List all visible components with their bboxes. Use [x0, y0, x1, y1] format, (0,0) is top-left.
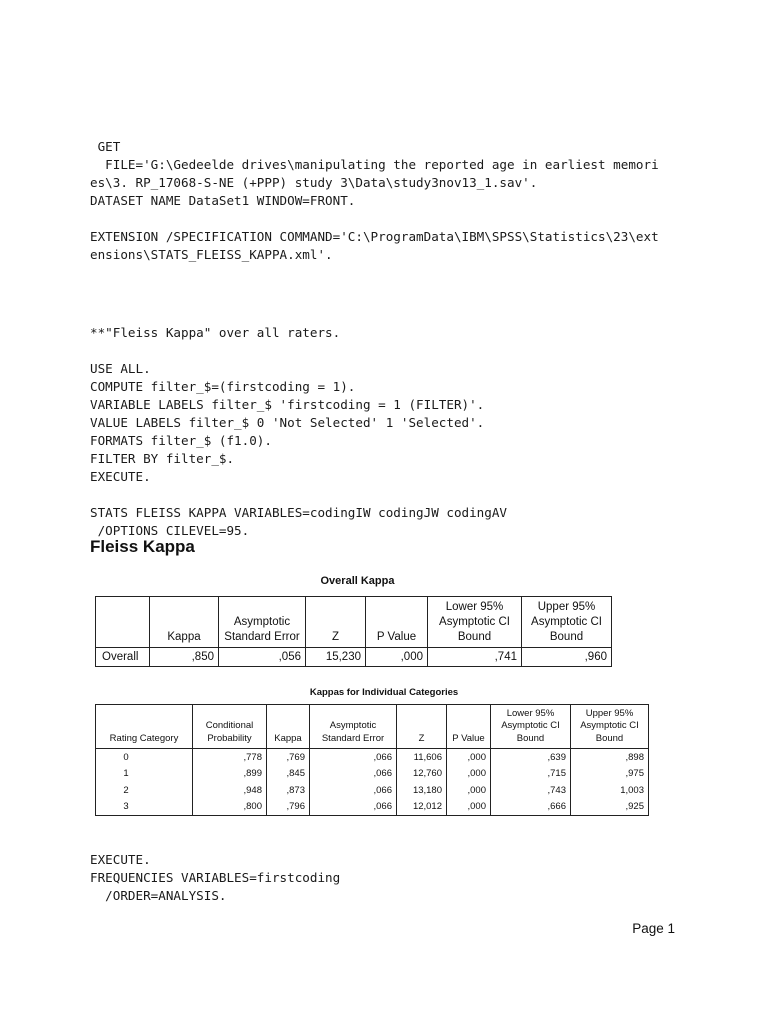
column-header: [96, 597, 150, 648]
row-header: 1: [96, 766, 193, 783]
table-cell: ,666: [491, 799, 571, 816]
table-cell: ,066: [310, 782, 397, 799]
row-header: 3: [96, 799, 193, 816]
row-header: 0: [96, 749, 193, 766]
table-cell: ,873: [267, 782, 310, 799]
table-cell: ,925: [571, 799, 649, 816]
code-line: [90, 342, 507, 360]
table-cell: ,975: [571, 766, 649, 783]
column-header: P Value: [366, 597, 428, 648]
table-cell: ,948: [193, 782, 267, 799]
overall-table-caption: Overall Kappa: [320, 575, 395, 587]
column-header: Z: [306, 597, 366, 648]
table-cell: ,000: [447, 749, 491, 766]
table-cell: ,769: [267, 749, 310, 766]
column-header: Asymptotic Standard Error: [219, 597, 306, 648]
table-cell: ,743: [491, 782, 571, 799]
table-row: [96, 766, 649, 783]
syntax-block-frequencies: [90, 833, 340, 923]
table-cell: ,800: [193, 799, 267, 816]
table-cell: ,960: [522, 648, 612, 667]
syntax-block-get-file: [90, 120, 659, 282]
section-title: Fleiss Kappa: [90, 537, 195, 556]
table-cell: ,850: [150, 648, 219, 667]
code-line: GET: [90, 139, 121, 154]
individual-categories-table: [95, 704, 649, 816]
syntax-block-fleiss-kappa: [90, 306, 507, 558]
code-line: FORMATS filter_$ (f1.0).: [90, 433, 272, 448]
table-header-row: [96, 597, 612, 648]
column-header: Kappa: [267, 705, 310, 749]
table-cell: 12,760: [397, 766, 447, 783]
code-line: /ORDER=ANALYSIS.: [90, 888, 227, 903]
code-line: FILTER BY filter_$.: [90, 451, 235, 466]
code-line: **"Fleiss Kappa" over all raters.: [90, 325, 341, 340]
code-line: ensions\STATS_FLEISS_KAPPA.xml'.: [90, 247, 333, 262]
column-header: Upper 95% Asymptotic CI Bound: [522, 597, 612, 648]
table-row: [96, 782, 649, 799]
column-header: Lower 95% Asymptotic CI Bound: [491, 705, 571, 749]
table-cell: ,715: [491, 766, 571, 783]
table-cell: ,741: [428, 648, 522, 667]
code-line: USE ALL.: [90, 361, 151, 376]
table-cell: 13,180: [397, 782, 447, 799]
code-line: [90, 210, 659, 228]
column-header: Conditional Probability: [193, 705, 267, 749]
table-cell: ,000: [447, 782, 491, 799]
table-cell: 1,003: [571, 782, 649, 799]
code-line: es\3. RP_17068-S-NE (+PPP) study 3\Data\study3nov13_1.sav'.: [90, 175, 538, 190]
column-header: P Value: [447, 705, 491, 749]
table-cell: ,066: [310, 749, 397, 766]
column-header: Kappa: [150, 597, 219, 648]
column-header: Rating Category: [96, 705, 193, 749]
table-cell: ,056: [219, 648, 306, 667]
table-cell: ,000: [447, 766, 491, 783]
code-line: EXECUTE.: [90, 852, 151, 867]
code-line: /OPTIONS CILEVEL=95.: [90, 523, 250, 538]
overall-kappa-table: [95, 596, 612, 667]
code-line: VARIABLE LABELS filter_$ 'firstcoding = 1 (FILTER)'.: [90, 397, 485, 412]
table-row: [96, 749, 649, 766]
code-line: FILE='G:\Gedeelde drives\manipulating the reported age in earliest memori: [90, 157, 659, 172]
code-line: COMPUTE filter_$=(firstcoding = 1).: [90, 379, 356, 394]
table-cell: ,639: [491, 749, 571, 766]
code-line: [90, 486, 507, 504]
table-row: [96, 648, 612, 667]
table-cell: 12,012: [397, 799, 447, 816]
table-cell: ,066: [310, 766, 397, 783]
column-header: Upper 95% Asymptotic CI Bound: [571, 705, 649, 749]
table-header-row: [96, 705, 649, 749]
table-cell: ,000: [366, 648, 428, 667]
table-cell: ,845: [267, 766, 310, 783]
code-line: EXECUTE.: [90, 469, 151, 484]
table-cell: ,778: [193, 749, 267, 766]
code-line: FREQUENCIES VARIABLES=firstcoding: [90, 870, 341, 885]
categories-table-caption: Kappas for Individual Categories: [309, 687, 459, 698]
code-line: EXTENSION /SPECIFICATION COMMAND='C:\ProgramData\IBM\SPSS\Statistics\23\ext: [90, 229, 659, 244]
column-header: Lower 95% Asymptotic CI Bound: [428, 597, 522, 648]
table-cell: ,899: [193, 766, 267, 783]
column-header: Z: [397, 705, 447, 749]
table-cell: ,796: [267, 799, 310, 816]
table-cell: 15,230: [306, 648, 366, 667]
code-line: VALUE LABELS filter_$ 0 'Not Selected' 1 'Selected'.: [90, 415, 485, 430]
row-header: Overall: [96, 648, 150, 667]
row-header: 2: [96, 782, 193, 799]
code-line: DATASET NAME DataSet1 WINDOW=FRONT.: [90, 193, 356, 208]
table-cell: ,898: [571, 749, 649, 766]
code-line: STATS FLEISS KAPPA VARIABLES=codingIW codingJW codingAV: [90, 505, 508, 520]
column-header: Asymptotic Standard Error: [310, 705, 397, 749]
table-cell: 11,606: [397, 749, 447, 766]
table-row: [96, 799, 649, 816]
page-number: Page 1: [632, 921, 675, 936]
table-cell: ,066: [310, 799, 397, 816]
table-cell: ,000: [447, 799, 491, 816]
